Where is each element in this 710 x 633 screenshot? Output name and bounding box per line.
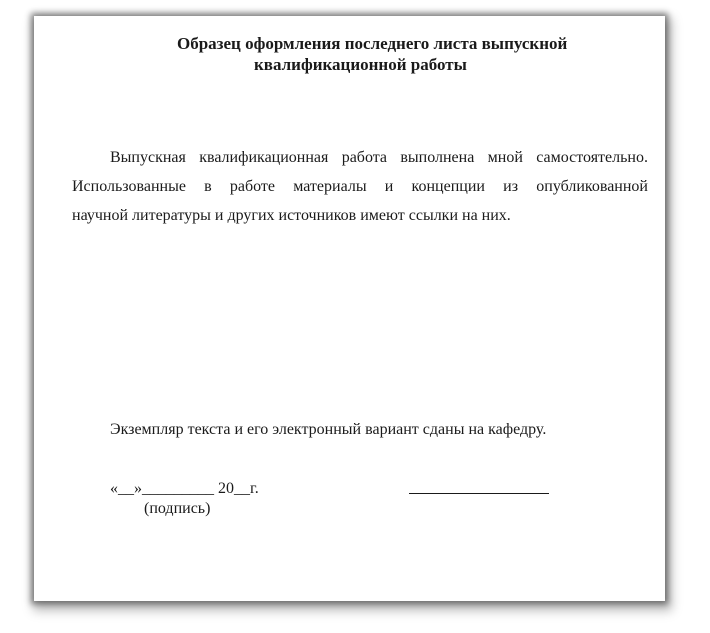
declaration-line: Выпускная квалификационная работа выполнена мной самостоятельно. (110, 149, 648, 166)
document-title-line-1: Образец оформления последнего листа выпускной (177, 34, 568, 53)
document-title-line-2: квалификационной работы (254, 55, 467, 74)
submitted-statement: Экземпляр текста и его электронный вариант сданы на кафедру. (110, 421, 547, 438)
declaration-line: научной литературы и других источников имеют ссылки на них. (72, 207, 511, 224)
signature-caption: (подпись) (144, 500, 211, 517)
declaration-line: Использованные в работе материалы и концепции из опубликованной (72, 178, 648, 195)
declaration-paragraph (72, 143, 648, 230)
date-field: «__»_________ 20__г. (110, 480, 259, 497)
document-page (34, 16, 665, 601)
signature-line (409, 493, 549, 494)
